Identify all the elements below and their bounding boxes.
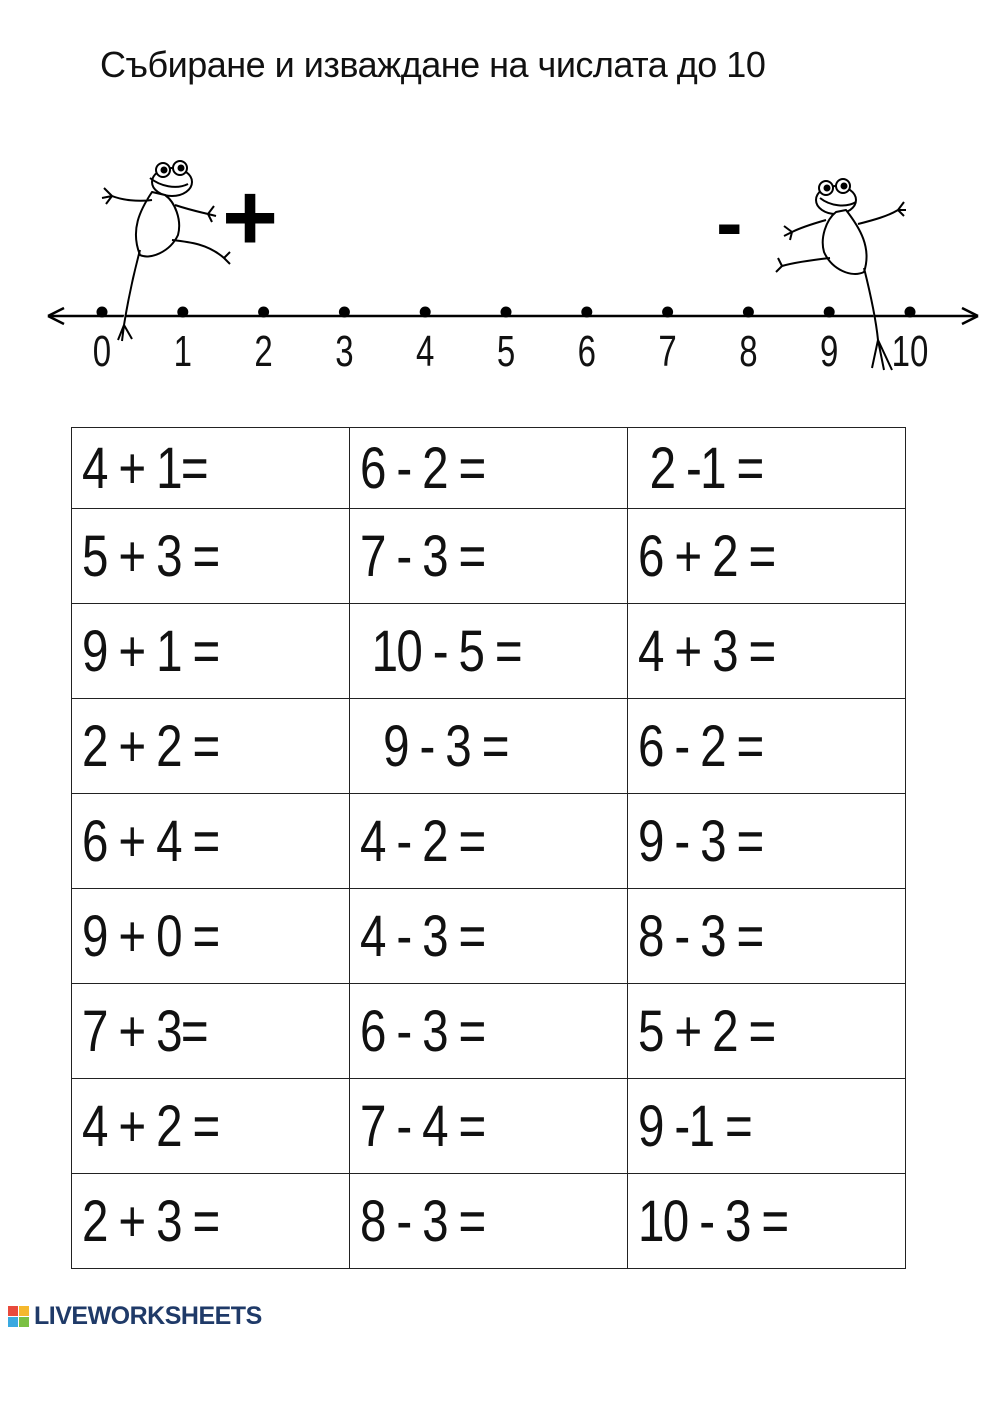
problem-cell[interactable] [350,889,628,984]
problem-cell[interactable] [72,794,350,889]
problem-cell[interactable] [628,604,906,699]
number-line-label-10: 10 [891,327,929,377]
number-line-label-7: 7 [658,327,677,377]
table-row [72,889,906,984]
problem-cell[interactable] [72,604,350,699]
problem-text: 10 - 3 = [638,1188,788,1254]
problem-text: 9 - 3 = [638,808,763,874]
problem-cell[interactable] [350,699,628,794]
table-row [72,509,906,604]
problem-cell[interactable] [72,699,350,794]
problem-cell[interactable] [628,889,906,984]
problem-text: 7 - 4 = [360,1093,485,1159]
problem-text: 4 - 3 = [360,903,485,969]
problem-text: 5 + 3 = [82,523,219,589]
worksheet-title: Събиране и изваждане на числата до 10 [100,44,766,85]
problem-text: 4 - 2 = [360,808,485,874]
problem-cell[interactable] [350,794,628,889]
number-line-tick-5 [501,307,512,318]
number-line-label-4: 4 [416,327,435,377]
problem-text: 6 + 4 = [82,808,219,874]
liveworksheets-logo-icon [8,1306,30,1328]
table-row [72,984,906,1079]
number-line-tick-3 [339,307,350,318]
problem-text: 9 + 1 = [82,618,219,684]
problem-text: 5 + 2 = [638,998,775,1064]
problem-text: 8 - 3 = [638,903,763,969]
number-line-label-6: 6 [577,327,596,377]
problem-cell[interactable] [628,509,906,604]
problem-text: 6 - 2 = [638,713,763,779]
table-row [72,794,906,889]
problem-text: 4 + 2 = [82,1093,219,1159]
frog-right-icon [776,179,906,370]
logo-text: LIVEWORKSHEETS [34,1302,262,1330]
problem-cell[interactable] [628,699,906,794]
problem-cell[interactable] [72,509,350,604]
problem-cell[interactable] [628,984,906,1079]
problem-cell[interactable] [350,604,628,699]
problem-cell[interactable] [350,1079,628,1174]
number-line-label-1: 1 [173,327,192,377]
number-line-tick-7 [662,307,673,318]
problem-text: 2 + 2 = [82,713,219,779]
number-line-tick-10 [905,307,916,318]
problem-cell[interactable] [628,428,906,509]
number-line-tick-0 [97,307,108,318]
problem-cell[interactable] [350,509,628,604]
problem-cell[interactable] [628,1174,906,1269]
problem-text: 6 - 3 = [360,998,485,1064]
problem-text: 4 + 1= [82,435,208,501]
frog-left-icon [102,161,230,341]
problems-table [71,427,906,1269]
number-line-label-9: 9 [820,327,839,377]
problem-text: 9 + 0 = [82,903,219,969]
table-row [72,604,906,699]
problem-text: 7 - 3 = [360,523,485,589]
number-line-tick-6 [581,307,592,318]
number-line-label-0: 0 [92,327,112,377]
problem-cell[interactable] [72,1079,350,1174]
number-line-tick-8 [743,307,754,318]
table-row [72,1079,906,1174]
problem-text: 9 - 3 = [360,713,508,779]
problem-cell[interactable] [72,984,350,1079]
problem-text: 6 - 2 = [360,435,485,501]
problem-text: 4 + 3 = [638,618,775,684]
table-row [72,1174,906,1269]
number-line-label-5: 5 [496,327,516,377]
problem-cell[interactable] [350,428,628,509]
number-line-label-2: 2 [254,327,273,377]
number-line-tick-9 [824,307,835,318]
problem-cell[interactable] [72,889,350,984]
problem-text: 8 - 3 = [360,1188,485,1254]
problem-text: 6 + 2 = [638,523,775,589]
table-row [72,428,906,509]
problem-text: 2 + 3 = [82,1188,219,1254]
problem-cell[interactable] [72,428,350,509]
problem-text: 2 -1 = [638,435,763,501]
liveworksheets-logo [8,1302,262,1331]
problem-cell[interactable] [628,794,906,889]
problem-cell[interactable] [350,984,628,1079]
plus-sign: + [222,164,279,271]
number-line-tick-1 [177,307,188,318]
number-line-label-8: 8 [739,327,758,377]
number-line-tick-4 [420,307,431,318]
number-line [0,140,1000,390]
table-row [72,699,906,794]
number-line-label-3: 3 [335,327,354,377]
minus-sign: - [716,178,743,267]
problem-text: 10 - 5 = [360,618,522,684]
number-line-tick-2 [258,307,269,318]
problem-cell[interactable] [350,1174,628,1269]
problem-cell[interactable] [72,1174,350,1269]
problem-text: 7 + 3= [82,998,208,1064]
problem-cell[interactable] [628,1079,906,1174]
problem-text: 9 -1 = [638,1093,752,1159]
